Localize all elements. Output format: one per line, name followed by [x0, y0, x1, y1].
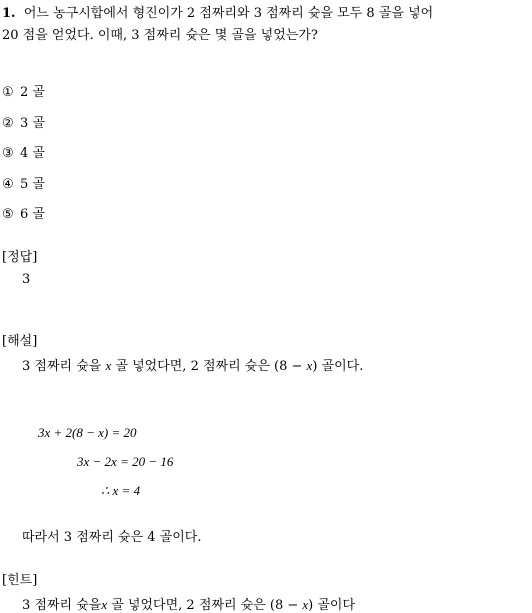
- choice-2[interactable]: [2, 112, 45, 131]
- choice-mark: ⑤: [2, 207, 14, 222]
- equation-1: 3x + 2(8 − x) = 20: [38, 425, 137, 440]
- hint-label: [힌트]: [2, 573, 38, 588]
- variable-x: x: [302, 597, 309, 612]
- hint-text-b: 골 넣었다면, 2 점짜리 슛은 (8 −: [107, 598, 303, 613]
- question-line-2: [2, 24, 318, 43]
- hint-text: [22, 594, 355, 613]
- choice-4[interactable]: [2, 173, 45, 192]
- explanation-line-1: [22, 355, 363, 374]
- answer-value: 3: [22, 272, 31, 287]
- choice-3[interactable]: [2, 142, 45, 161]
- choice-mark: ③: [2, 146, 14, 161]
- hint-text-c: ) 골이다: [308, 598, 356, 613]
- equation-2: 3x − 2x = 20 − 16: [77, 454, 174, 469]
- choice-text: 2 골: [20, 85, 45, 100]
- choice-mark: ②: [2, 116, 14, 131]
- choice-text: 5 골: [20, 177, 45, 192]
- variable-x: x: [101, 597, 108, 612]
- question-number: 1.: [2, 6, 16, 21]
- equation-3: ∴ x = 4: [101, 483, 141, 498]
- explanation-label: [해설]: [2, 334, 38, 349]
- question-text-2: 20 점을 얻었다. 이때, 3 점짜리 슛은 몇 골을 넣었는가?: [2, 28, 318, 43]
- choice-text: 6 골: [20, 207, 45, 222]
- explanation-conclusion: 따라서 3 점짜리 슛은 4 골이다.: [22, 530, 202, 545]
- choice-mark: ④: [2, 177, 14, 192]
- choice-5[interactable]: [2, 203, 45, 222]
- explanation-text-b: 골 넣었다면, 2 점짜리 슛은 (8 −: [111, 359, 307, 374]
- choice-text: 4 골: [20, 146, 45, 161]
- hint-text-a: 3 점짜리 슛을: [22, 598, 102, 613]
- variable-x: x: [306, 358, 313, 373]
- choice-mark: ①: [2, 85, 14, 100]
- explanation-text-c: ) 골이다.: [312, 359, 364, 374]
- question-text-1: 어느 농구시합에서 형진이가 2 점짜리와 3 점짜리 슛을 모두 8 골을 넣어: [23, 6, 434, 21]
- choice-1[interactable]: [2, 81, 45, 100]
- choice-text: 3 골: [20, 116, 45, 131]
- variable-x: x: [105, 358, 112, 373]
- answer-label: [정답]: [2, 250, 38, 265]
- explanation-text-a: 3 점짜리 슛을: [22, 359, 106, 374]
- question-line-1: [2, 2, 433, 21]
